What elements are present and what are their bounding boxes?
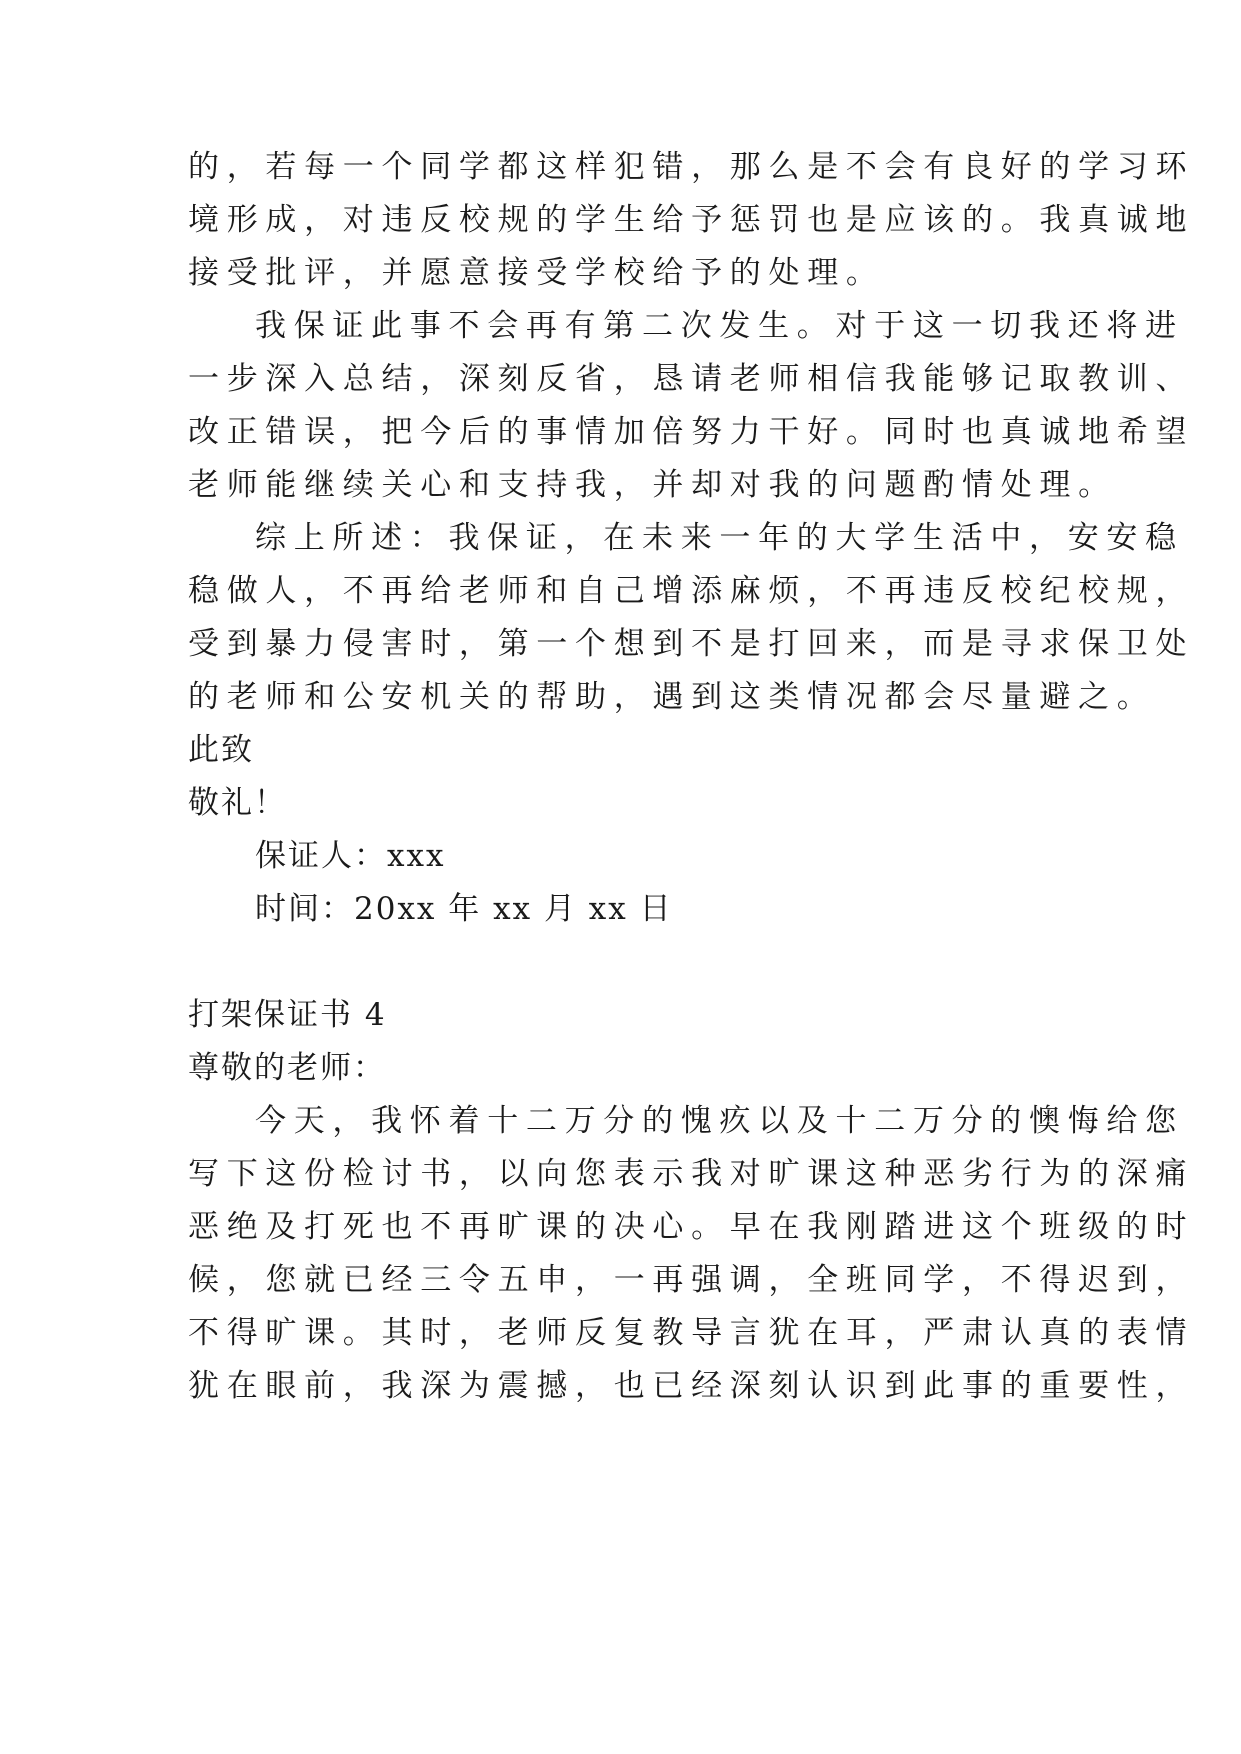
text-line: 犹在眼前，我深为震撼，也已经深刻认识到此事的重要性， [188,1368,1195,1404]
date-line: 时间：20xx 年 xx 月 xx 日 [255,891,673,927]
closing-line: 此致 [188,732,254,768]
text-line: 接受批评，并愿意接受学校给予的处理。 [188,255,885,291]
text-line: 境形成，对违反校规的学生给予惩罚也是应该的。我真诚地 [188,202,1195,238]
text-line: 今天，我怀着十二万分的愧疚以及十二万分的懊悔给您 [255,1103,1184,1139]
text-line: 不得旷课。其时，老师反复教导言犹在耳，严肃认真的表情 [188,1315,1195,1351]
text-line: 写下这份检讨书，以向您表示我对旷课这种恶劣行为的深痛 [188,1156,1195,1192]
text-line: 候，您就已经三令五申，一再强调，全班同学，不得迟到， [188,1262,1195,1298]
text-line: 一步深入总结，深刻反省，恳请老师相信我能够记取教训、 [188,361,1195,397]
text-line: 的老师和公安机关的帮助，遇到这类情况都会尽量避之。 [188,679,1156,715]
closing-line: 敬礼！ [188,785,287,821]
text-line: 恶绝及打死也不再旷课的决心。早在我刚踏进这个班级的时 [188,1209,1195,1245]
salutation: 尊敬的老师： [188,1050,386,1086]
text-line: 改正错误，把今后的事情加倍努力干好。同时也真诚地希望 [188,414,1195,450]
text-line: 综上所述：我保证，在未来一年的大学生活中，安安稳 [255,520,1184,556]
text-line: 老师能继续关心和支持我，并却对我的问题酌情处理。 [188,467,1117,503]
text-line: 稳做人，不再给老师和自己增添麻烦，不再违反校纪校规， [188,573,1195,609]
text-line: 的，若每一个同学都这样犯错，那么是不会有良好的学习环 [188,149,1195,185]
section-title: 打架保证书 4 [188,997,387,1033]
text-line: 受到暴力侵害时，第一个想到不是打回来，而是寻求保卫处 [188,626,1195,662]
text-line: 我保证此事不会再有第二次发生。对于这一切我还将进 [255,308,1184,344]
signature-line: 保证人：xxx [255,838,446,874]
